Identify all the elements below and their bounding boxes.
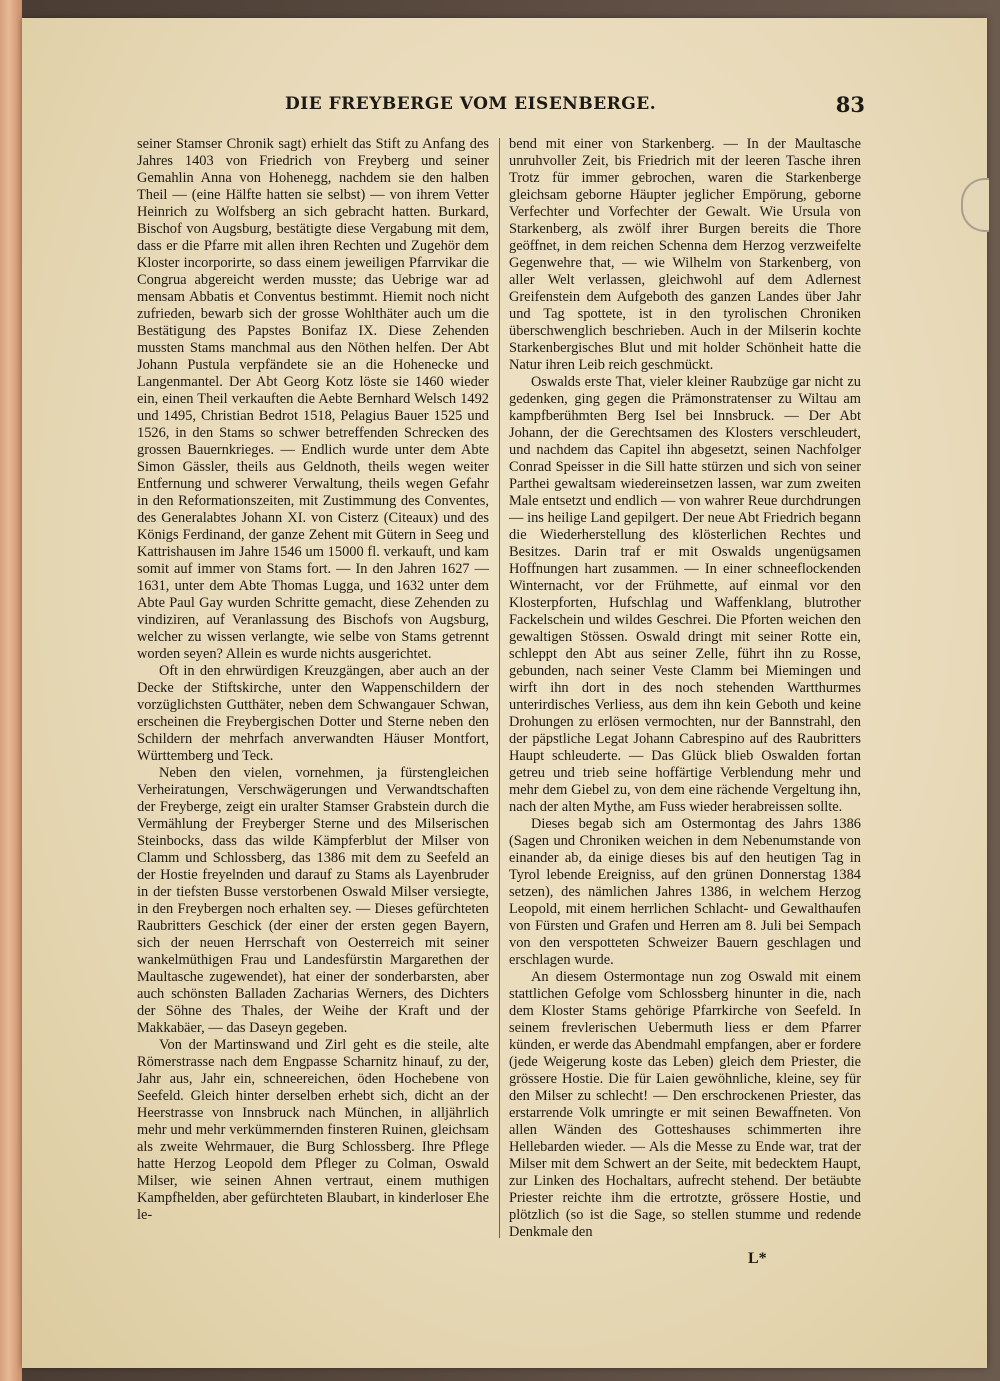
paragraph: Von der Martinswand und Zirl geht es die steile, alte Römerstrasse nach dem Engpasse Scharnitz hinauf, zu der, Jahr aus, Jahr ein, schneereichen, öden Hochebene von Seefeld. Gleich hinter derselben erhebt sich, dicht an der Heerstrasse von Innsbruck nach München, in alljährlich mehr und mehr verkümmernden finsteren Ruinen, gleichsam als zweite Wehrmauer, die Burg Schlossberg. Ihre Pflege hatte Herzog Leopold dem Pfleger zu Colman, Oswald Milser, wie seinen Ahnen vertraut, einem muthigen Kampfhelden, aber gefürchteten Blaubart, in kinderloser Ehe le- xyxy=(137,1037,489,1223)
paragraph: Neben den vielen, vornehmen, ja fürstengleichen Verheiratungen, Verschwägerungen und Verwandtschaften der Freyberge, zeigt ein uralter Stamser Grabstein durch die Vermählung der Freyberger Sterne und des Milserischen Steinbocks, dass das wilde Kämpferblut der Milser von Clamm und Schlossberg, das 1386 mit dem zu Seefeld an der Hostie freyelnden und darauf zu Stams als Layenbruder in der tiefsten Busse verstorbenen Oswald Milser versiegte, in den Freybergen noch erhalten sey. — Dieses gefürchteten Raubritters Geschick (der einer der ersten gegen Bayern, sich der neuen Herrschaft von Oesterreich mit seiner wankelmüthigen Frau und Landesfürstin Margarethen der Maultasche zugewendet), hat einer der sonderbarsten, aber auch schönsten Balladen Zacharias Werners, des Dichters der Söhne des Thales, der Weihe der Kraft und der Makkabäer, — das Daseyn gegeben. xyxy=(137,765,489,1036)
running-head xyxy=(265,94,865,122)
signature-mark: L* xyxy=(748,1250,767,1267)
paragraph: seiner Stamser Chronik sagt) erhielt das Stift zu Anfang des Jahres 1403 von Friedrich von Freyberg und seiner Gemahlin Anna von Hohenegg, nachdem sie den halben Theil — (eine Hälfte hatten sie selbst) — von ihrem Vetter Heinrich zu Wolfsberg an sich gebracht hatten. Burkard, Bischof von Augsburg, bestätigte diese Vergabung mit dem, dass er die Pfarre mit allen ihren Rechten und Zugehör dem Kloster incorporirte, so dass einem jeweiligen Pfarrvikar die Congrua abgereicht werden musste; das Uebrige war ad mensam Abbatis et Conventus bestimmt. Hiemit noch nicht zufrieden, bewarb sich der grosse Wohlthäter auch um die Bestätigung des Papstes Bonifaz IX. Diese Zehenden mussten Stams manchmal aus den Nöthen helfen. Der Abt Johann Pustula verpfändete sie an die Hohenecke und Langenmantel. Der Abt Georg Kotz löste sie 1460 wieder ein, einen Theil verkauften die Aebte Bernhard Welsch 1492 und 1495, Christian Bedrot 1518, Pelagius Bauer 1525 und 1526, in den Stams so schwer betreffenden Schrecken des grossen Bauernkrieges. — Endlich wurde unter dem Abte Simon Gässler, theils aus Geldnoth, theils wegen weiter Entfernung und schwerer Verwaltung, theils wegen Gefahr in den Reformationszeiten, mit Zustimmung des Conventes, des Generalabtes Johann XI. von Cisterz (Citeaux) und des Königs Ferdinand, der ganze Zehent mit Gütern in Seeg und Kattrishausen im Jahre 1546 um 15000 fl. verkauft, und kam somit auf immer von Stams fort. — In den Jahren 1627 — 1631, unter dem Abte Thomas Lugga, und 1632 unter dem Abte Paul Gay wurden Schritte gemacht, diese Zehenden zu vindiziren, auf Veranlassung des Bischofs von Augsburg, welcher zu wissen verlangte, wie selbe von Stams getrennt worden seyen? Allein es wurde nichts ausgerichtet. xyxy=(137,136,489,662)
column-divider xyxy=(499,138,500,1238)
paragraph: An diesem Ostermontage nun zog Oswald mit einem stattlichen Gefolge vom Schlossberg hinunter in die, nach dem Kloster Stams gehörige Pfarrkirche von Seefeld. In seinem frevlerischen Uebermuth liess er dem Pfarrer künden, er werde das Abendmahl empfangen, aber er fordere (jede Weigerung koste das Leben) gleich dem Priester, die grössere Hostie. Die für Laien gewöhnliche, kleine, sey für den Milser zu schlecht! — Den erschrockenen Priester, das erstarrende Volk umringte er mit seinen Bewaffneten. Von allen Wänden des Gotteshauses schimmerten ihre Hellebarden wieder. — Als die Messe zu Ende war, trat der Milser mit dem Schwert an der Seite, mit bedecktem Haupt, zur Linken des Hochaltars, aufrecht stehend. Der betäubte Priester reichte ihm die ertrotzte, grössere Hostie, und plötzlich (so ist die Sage, so stellen stumme und redende Denkmale den xyxy=(509,969,861,1240)
book-binding-edge xyxy=(0,0,22,1381)
paragraph: Oft in den ehrwürdigen Kreuzgängen, aber auch an der Decke der Stiftskirche, unter den Wappenschildern der vorzüglichsten Gutthäter, neben dem Schwangauer Schwan, erscheinen die Freybergischen Dotter und Sterne neben den Schildern der mehrfach anverwandten Häuser Montfort, Württemberg und Teck. xyxy=(137,663,489,764)
left-column xyxy=(137,136,489,1224)
paragraph: Dieses begab sich am Ostermontag des Jahrs 1386 (Sagen und Chroniken weichen in dem Nebenumstande von einander ab, da einige dieses bis auf den heutigen Tag in Tyrol lebende Ereigniss, auf den grünen Donnerstag 1384 setzen), des nämlichen Jahres 1386, in welchem Herzog Leopold, mit einem herrlichen Schlacht- und Gewalthaufen von Fürsten und Grafen und Herren am 8. Juli bei Sempach von den verspotteten Schweizer Bauern geschlagen und erschlagen wurde. xyxy=(509,816,861,968)
paragraph: Oswalds erste That, vieler kleiner Raubzüge gar nicht zu gedenken, ging gegen die Prämonstratenser zu Wiltau am kampfberühmten Berg Isel bei Innsbruck. — Der Abt Johann, der die Gerechtsamen des Klosters verschleudert, und nachdem das Capitel ihn abgesetzt, seinen Nachfolger Conrad Speisser in die Sill hatte stürzen und sich von seiner Parthei gewaltsam wiedereinsetzen lassen, war zum zweiten Male entsetzt und endlich — von wahrer Reue durchdrungen — ins heilige Land gepilgert. Der neue Abt Friedrich begann die Wiederherstellung des klösterlichen Rechtes und Besitzes. Darin traf er mit Oswalds ungenügsamen Hoffnungen hart zusammen. — In einer schneeflockenden Winternacht, vor der Frühmette, auf einmal vor den Klosterpforten, Hufschlag und Waffenklang, blutrother Fackelschein und wildes Geschrei. Die Pforten weichen den gewaltigen Stössen. Oswald dringt mit seiner Rotte ein, schleppt den Abt aus seiner Zelle, führt ihn zu Rosse, gebunden, nach seiner Veste Clamm bei Miemingen und wirft ihn dort in des noch stehenden Wartthurmes unterirdisches Verliess, aus dem ihn kein Geboth und keine Drohungen zu erlösen vermochten, nur der Bannstrahl, den der päpstliche Legat Johann Cabrespino auf des Raubritters Haupt schleuderte. — Das Glück blieb Oswalden fortan getreu und trieb seine hoffärtige Verblendung mehr und mehr dem Giebel zu, von dem eine rächende Vergeltung ihn, nach der alten Mythe, am Fuss wieder herabreissen sollte. xyxy=(509,374,861,815)
right-column xyxy=(509,136,861,1241)
paragraph: bend mit einer von Starkenberg. — In der Maultasche unruhvoller Zeit, bis Friedrich mit der leeren Tasche ihren Trotz für immer gebrochen, waren die Starkenberge gleichsam geborne Häupter jeglicher Empörung, geborne Verfechter und Vorfechter der Gewalt. Wie Ursula von Starkenberg, als zwölf ihrer Burgen bereits die Thore geöffnet, in dem reichen Schenna dem Herzog verzweifelte Gegenwehre that, — wie Wilhelm von Starkenberg, von aller Welt verlassen, gleichwohl auf dem Adlernest Greifenstein dem Aufgeboth des ganzen Landes über Jahr und Tag spottete, ist in den tyrolischen Chroniken überschwenglich beschrieben. Auch in der Milserin kochte Starkenbergisches Blut und mit holder Schönheit hatte die Natur ihren Leib reich geschmückt. xyxy=(509,136,861,373)
page-number: 83 xyxy=(835,92,865,117)
running-head-title: DIE FREYBERGE VOM EISENBERGE. xyxy=(285,94,657,114)
page-tab-notch xyxy=(961,178,989,232)
